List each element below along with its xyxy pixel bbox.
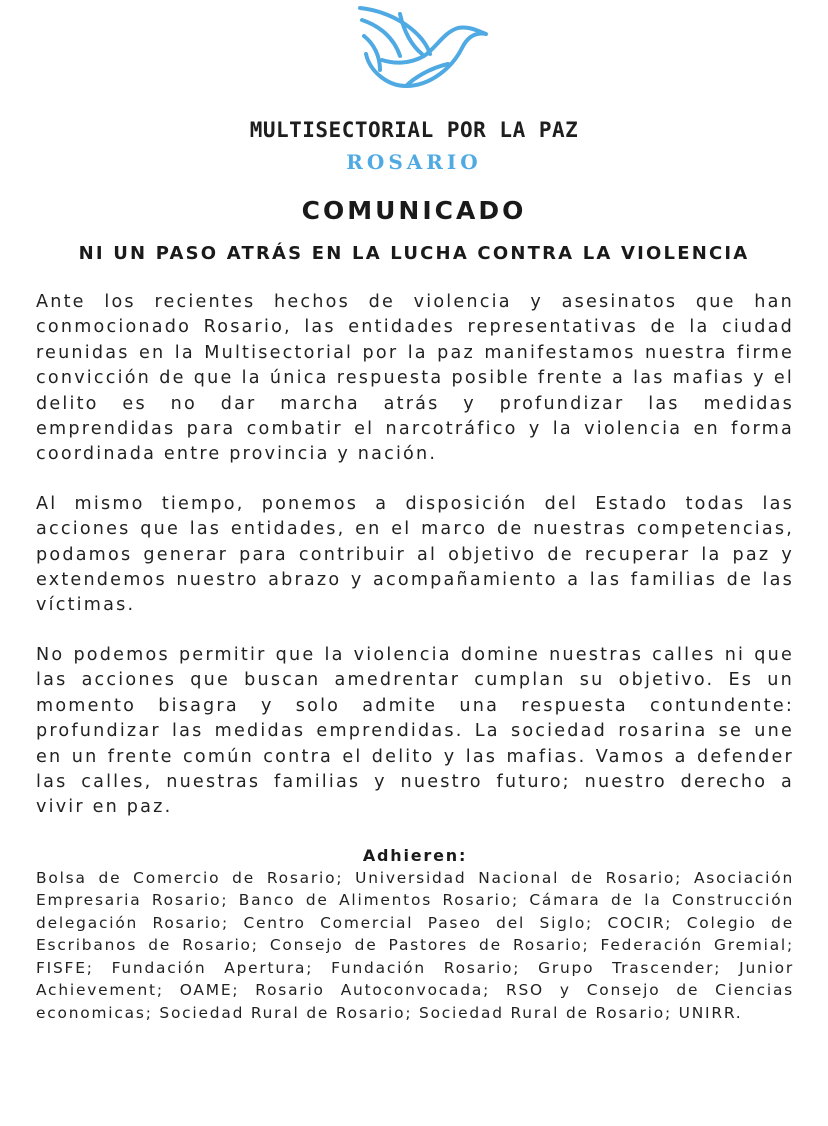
paragraph-1: Ante los recientes hechos de violencia y asesinatos que han conmocionado Rosario, las entidades representativas de la ciudad reunidas en la Multisectorial por la paz manifestamos nuestra firme convicción de que la única respuesta posible frente a las mafias y el delito es no dar marcha atrás y profundizar las medidas emprendidas para combatir el narcotráfico y la violencia en forma coordinada entre provincia y nación. bbox=[36, 292, 794, 465]
document-subtitle: NI UN PASO ATRÁS EN LA LUCHA CONTRA LA VIOLENCIA bbox=[78, 243, 750, 264]
adhesions-list: Bolsa de Comercio de Rosario; Universidad Nacional de Rosario; Asociación Empresaria Rosario; Banco de Alimentos Rosario; Cámara de la Construcción delegación Rosario; Centro Comercial Paseo del Siglo; COCIR; Colegio de Escribanos de Rosario; Consejo de Pastores de Rosario; Federación Gremial; FISFE; Fundación Apertura; Fundación Rosario; Grupo Trascender; Junior Achievement; OAME; Rosario Autoconvocada; RSO y Consejo de Ciencias economicas; Sociedad Rural de Rosario; Sociedad Rural de Rosario; UNIRR. bbox=[36, 868, 794, 1022]
paragraph-3: No podemos permitir que la violencia domine nuestras calles ni que las acciones que buscan amedrentar cumplan su objetivo. Es un momento bisagra y solo admite una respuesta contundente: profundizar las medidas emprendidas. La sociedad rosarina se une en un frente común contra el delito y las mafias. Vamos a defender las calles, nuestras familias y nuestro futuro; nuestro derecho a vivir en paz. bbox=[36, 644, 794, 818]
city-name: ROSARIO bbox=[346, 150, 482, 174]
dove-icon bbox=[340, 4, 488, 94]
document-title: COMUNICADO bbox=[301, 196, 527, 225]
document-body bbox=[36, 290, 794, 1024]
paragraph-2: Al mismo tiempo, ponemos a disposición del Estado todas las acciones que las entidades, en el marco de nuestras competencias, podamos generar para contribuir al objetivo de recuperar la paz y extendemos nuestro abrazo y acompañamiento a las familias de las víctimas. bbox=[36, 493, 794, 616]
adhesions-title: Adhieren: bbox=[362, 845, 468, 865]
organization-name: MULTISECTORIAL POR LA PAZ bbox=[249, 118, 579, 142]
